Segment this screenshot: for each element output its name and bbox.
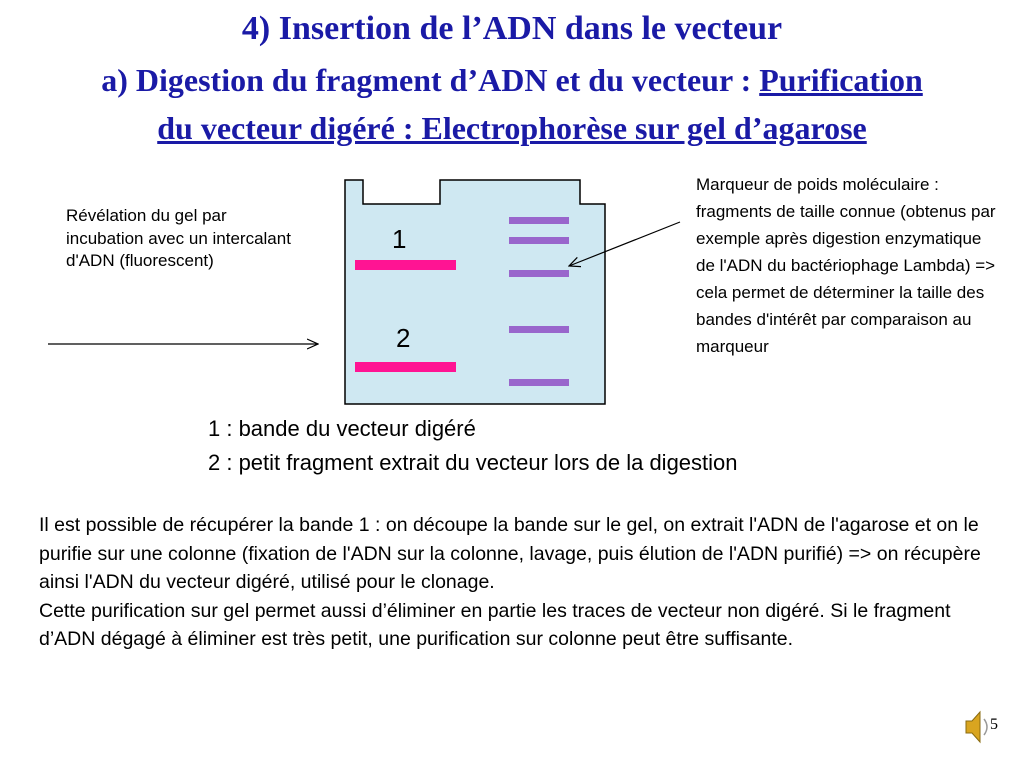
band-1-vector: [355, 260, 456, 270]
legend-item-2: 2 : petit fragment extrait du vecteur lors de la digestion: [208, 450, 738, 475]
legend-item-1: 1 : bande du vecteur digéré: [208, 416, 476, 441]
marker-band: [509, 217, 569, 224]
marker-band: [509, 237, 569, 244]
subtitle-emphasis: Purification: [759, 62, 923, 98]
body-paragraph-2: Cette purification sur gel permet aussi d’éliminer en partie les traces de vecteur non digéré. Si le fragment d’ADN dégagé à éliminer est très petit, une purification sur colonne peut être suffisante.: [39, 599, 951, 650]
subtitle-emphasis-continued: du vecteur digéré : Electrophorèse sur gel d’agarose: [157, 110, 867, 146]
marker-band: [509, 379, 569, 386]
slide-title: 4) Insertion de l’ADN dans le vecteur: [241, 10, 783, 47]
marker-band: [509, 270, 569, 277]
subtitle-text: a) Digestion du fragment d’ADN et du vecteur :: [101, 62, 760, 98]
speaker-icon[interactable]: [966, 712, 987, 742]
body-text: [39, 511, 994, 654]
gel-revelation-label: Révélation du gel par incubation avec un intercalant d'ADN (fluorescent): [66, 206, 291, 270]
band-2-fragment: [355, 362, 456, 372]
band-label-1: 1: [392, 224, 407, 254]
band-label-2: 2: [396, 323, 411, 353]
slide-number: 5: [990, 716, 998, 733]
body-paragraph-1: Il est possible de récupérer la bande 1 : on découpe la bande sur le gel, on extrait l'ADN de l'agarose et on le purifie sur une colonne (fixation de l'ADN sur la colonne, lavage, puis élution de l'ADN purifié) => on récupère ainsi l'ADN du vecteur digéré, utilisé pour le clonage.: [39, 514, 981, 593]
marker-description: Marqueur de poids moléculaire : fragments de taille connue (obtenus par exemple après digestion enzymatique de l'ADN du bactériophage Lambda) => cela permet de déterminer la taille des bandes d'intérêt par comparaison au marqueur: [696, 175, 996, 356]
marker-band: [509, 326, 569, 333]
